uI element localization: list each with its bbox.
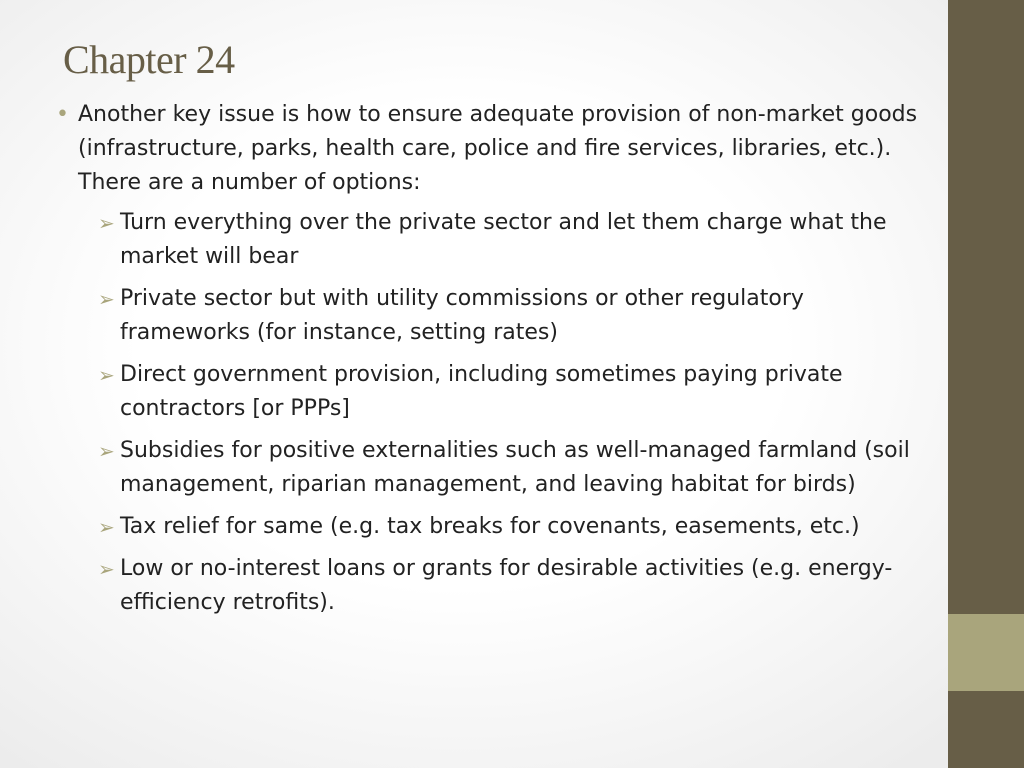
arrow-bullet-icon: ➢ [98,439,115,463]
option-item [56,206,936,274]
main-bullet-item [56,98,936,200]
arrow-bullet-icon: ➢ [98,211,115,235]
option-text: Tax relief for same (e.g. tax breaks for covenants, easements, etc.) [120,514,860,539]
option-item [56,282,936,350]
slide-content [56,98,936,628]
option-item [56,358,936,426]
slide-title: Chapter 24 [63,37,235,82]
option-item [56,552,936,620]
option-text: Turn everything over the private sector and let them charge what the market will bear [120,210,887,269]
arrow-bullet-icon: ➢ [98,363,115,387]
option-item [56,510,936,544]
option-text: Private sector but with utility commissions or other regulatory frameworks (for instance, setting rates) [120,286,804,345]
arrow-bullet-icon: ➢ [98,557,115,581]
dot-bullet-icon: • [56,102,69,127]
option-item [56,434,936,502]
option-text: Subsidies for positive externalities such as well-managed farmland (soil management, riparian management, and leaving habitat for birds) [120,438,910,497]
option-text: Low or no-interest loans or grants for desirable activities (e.g. energy-efficiency retrofits). [120,556,893,615]
arrow-bullet-icon: ➢ [98,515,115,539]
options-list [56,206,936,620]
option-text: Direct government provision, including sometimes paying private contractors [or PPPs] [120,362,843,421]
sidebar-accent-block [948,614,1024,691]
arrow-bullet-icon: ➢ [98,287,115,311]
main-bullet-text: Another key issue is how to ensure adequate provision of non-market goods (infrastructure, parks, health care, police and fire services, libraries, etc.). There are a number of options: [78,102,918,195]
